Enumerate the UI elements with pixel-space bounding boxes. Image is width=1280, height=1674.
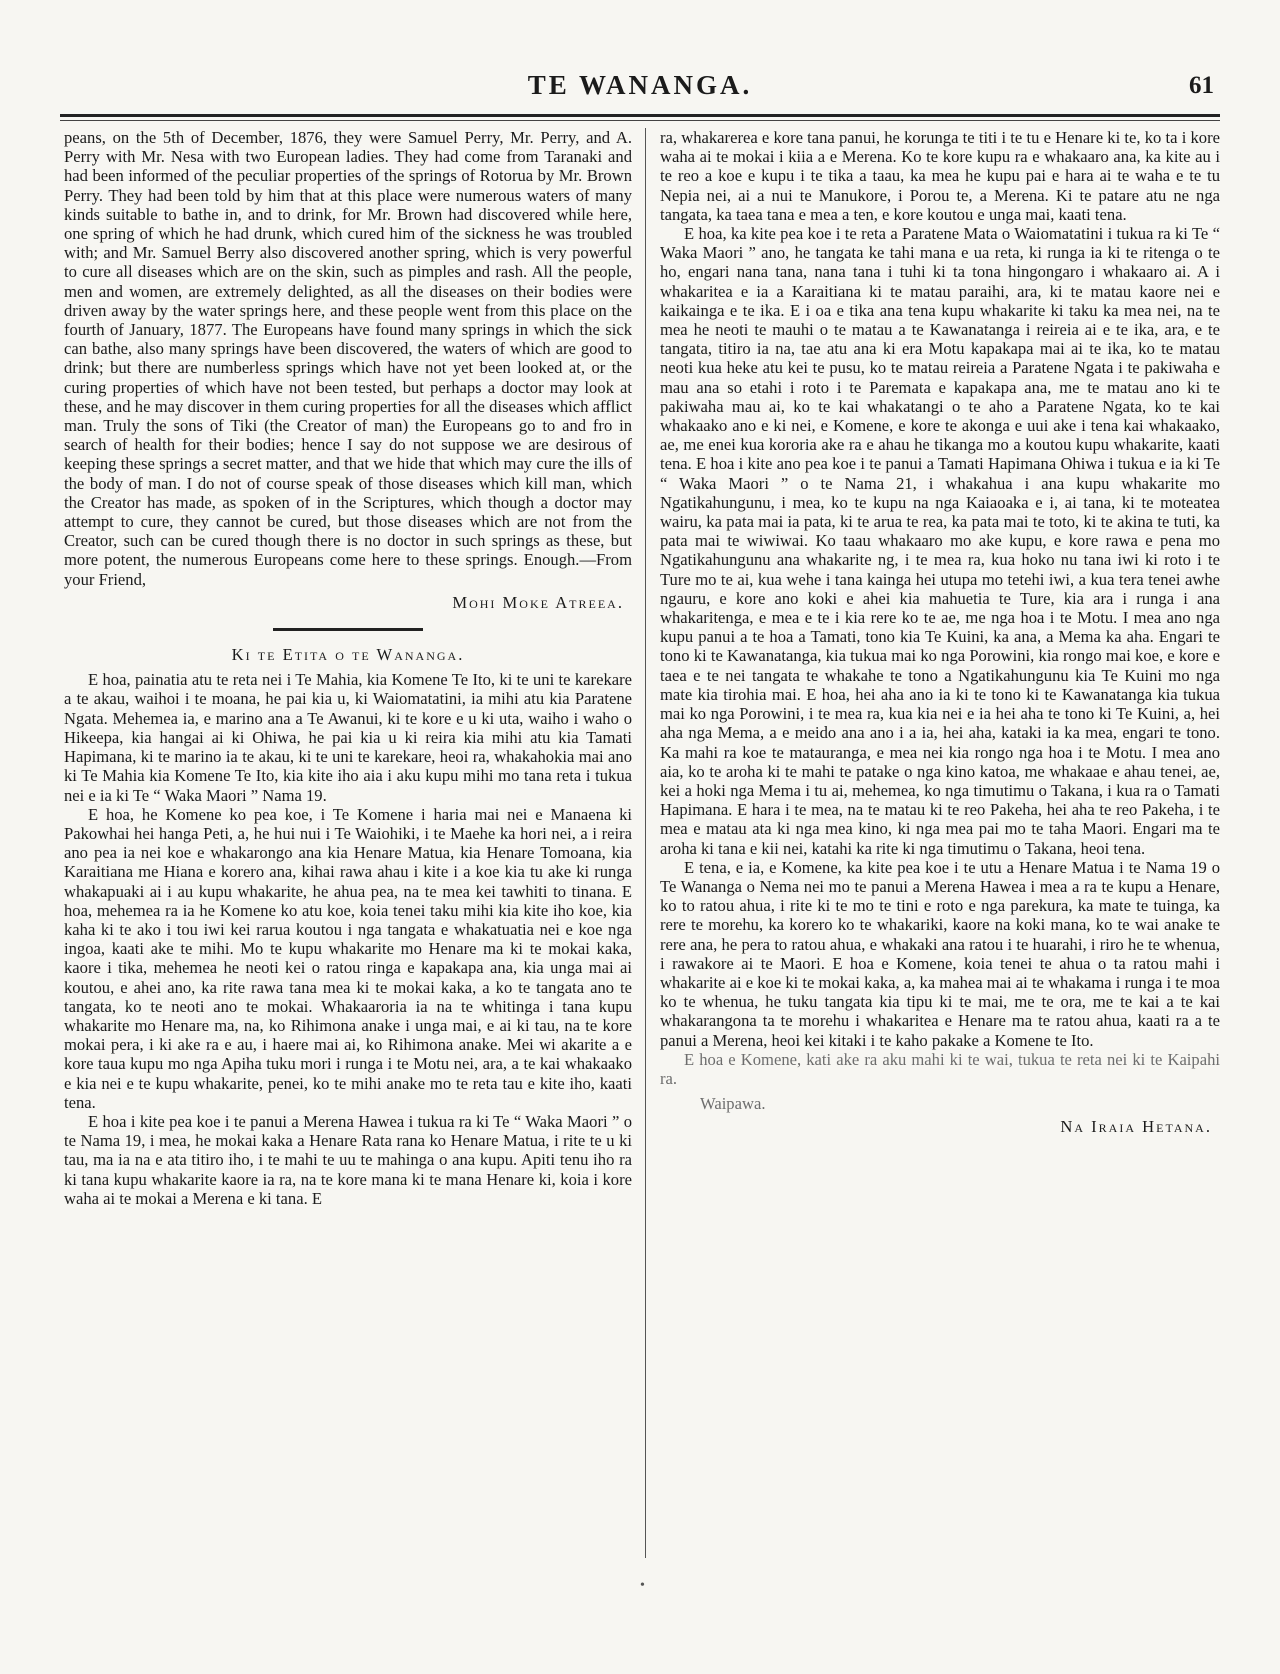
stray-mark: • [640, 1578, 645, 1593]
signature-iraia-hetana: Na Iraia Hetana. [1060, 1117, 1212, 1137]
right-column [660, 128, 1220, 1137]
newspaper-title: TE WANANGA. [527, 70, 753, 100]
signature-mohi-moke: Mohi Moke Atreea. [452, 592, 624, 612]
right-paragraph-1: ra, whakarerea e kore tana panui, he korunga te titi i te tu e Henare ki te, ko ta i kore waha ai te mokai i kiia a e Merena. Ko te kore kupu ra e whakaaro ana, ka kite au i te reo a koe e kupu i te tika a taau, ka mea he kupu pai e hara ai te waha e te tu Nepia nei, ai a nui te Manukore, i Porou te, a Merena. Ki te patare atu ne nga tangata, ka taea tana e mea a ten, e kore koutou e unga mai, kaati tena. [660, 128, 1220, 224]
column-divider [645, 128, 646, 1558]
letter-paragraph-3: E hoa i kite pea koe i te panui a Merena Hawea i tukua ra ki Te “ Waka Maori ” o te Nama 19, i mea, he mokai kaka a Henare Rata rana ko Henare Matua, i rite te u ki tau, ma ia na e ata titiro iho, i te mahi te uu te mahinga o ana kupu. Apiti tenu iho ra ki tana kupu whakarite kaore ia ra, na te kore mana ki te mana Henare ki, koia i kore waha ai te mokai a Merena e ki tana. E [64, 1111, 632, 1208]
section-divider-rule [273, 628, 423, 631]
right-paragraph-3: E tena, e ia, e Komene, ka kite pea koe i te utu a Henare Matua i te Nama 19 o Te Wananga o Nema nei mo te panui a Merena Hawea i mea a ra te kupu a Henare, ko to ratou ahua, i rite ki te mo te tini e roto e nga parekura, ka mate te tuinga, ka rere te morehu, ka korero ko te whakariki, kaore na koki mana, ko te wai anake te rere ana, he pera to ratou ahua, e whakaki ana ratou i te huarahi, i riro he te whenua, i rawakore ai te Maori. E hoa e Komene, koia tenei te ahua o ta ratou mahi i whakarite ai e koe ki te mokai kaka, a, ka mahea mai ai te whakama i runga i te moa ko te whenua, he tuku tangata kia tipu ki te mai, me te ora, me te kai a te kai whakarangona ta te morehu i whakaritea e Henare ma te ratou ahua, kaati ra a te panui a Merena, heoi kei kitaki i te kaho pakake a Komene te Ito. [660, 857, 1220, 1050]
page-number: 61 [1189, 72, 1214, 99]
letter-paragraph-english: peans, on the 5th of December, 1876, they were Samuel Perry, Mr. Perry, and A. Perry with Mr. Nesa with two European ladies. They had come from Taranaki and had been informed of the peculiar properties of the springs of Rotorua by Mr. Brown Perry. They had been told by him that at this place were numerous waters of many kinds suitable to bathe in, and to drink, for Mr. Brown had discovered while here, one spring of which he had drunk, which cured him of the sickness he was troubled with; and Mr. Samuel Berry also discovered another spring, which is very powerful to cure all diseases which are on the skin, such as pimples and rash. All the people, men and women, are extremely delighted, as all the diseases on their bodies were driven away by the water springs here, and these people went from this place on the fourth of January, 1877. The Europeans have found many springs in which the sick can bathe, also many springs have been discovered, the waters of which are good to drink; but there are numberless springs which have not yet been looked at, or the curing properties of which have not been tested, but perhaps a doctor may look at these, and he may discover in them curing properties for all the diseases which afflict man. Truly the sons of Tiki (the Creator of man) the Europeans go to and fro in search of health for their bodies; hence I say do not suppose we are desirous of keeping these springs a secret matter, and that we hide that which may cure the ills of the body of man. I do not of course speak of those diseases which kill man, which the Creator has made, as spoken of in the Scriptures, which though a doctor may attempt to cure, they cannot be cured, but those diseases which are not from the Creator, such can be cured though there is no doctor in such springs as these, but more potent, the numerous Europeans come here to these springs. Enough.—From your Friend, [64, 128, 632, 589]
header-rule-thin [60, 120, 1220, 121]
masthead [60, 70, 1220, 110]
letter-paragraph-2: E hoa, he Komene ko pea koe, i Te Komene i haria mai nei e Manaena ki Pakowhai hei hanga Peti, a, he hui nui i Te Waiohiki, i te Maehe ka hori nei, a i reira ano pea ia nei koe e whakarongo ana kia Henare Matua, kia Henare Tomoana, kia Karaitiana me Hiana e korero ana, kihai rawa ahau i kite i a koe kia tu ake ki runga whakapuaki ai i au kupu whakarite, he ahua pea, na te mea kei tawhiti to tinana. E hoa, mehemea ra ia he Komene ko atu koe, koia tenei taku mihi kia kite iho koe, kia kaha ki te ako i tou iwi kei rarua koutou i nga tangata e whakatuatia nei e koe nga ingoa, kaati ake te mihi. Mo te kupu whakarite mo Henare ma ki te mokai kaka, kaore i tika, mehemea he neoti kei o ratou ringa e kapakapa ana, kia unga mai ai koutou, e ahei ano, ka rite rawa tana mea ki te mokai kaka, a ko te tangata ano te tangata, ko te neoti ano te mokai. Whakaaroria ia na te whitinga i tana kupu whakarite mo Henare ma, na, ko Rihimona anake i unga mai, e ai ki tau, na te kore mokai pera, i ki ake ra e au, i haere mai ai, ko Rihimona anake. Mei wi akarite a e kore taua kupu mo nga Apiha tuku mori i runga i te Motu nei, ara, a te kai whakaako e kia nei e te kupu whakarite, penei, ko te mihi anake mo te reta tau e kite iho, kaati tena. [64, 804, 632, 1112]
left-column [64, 128, 632, 1208]
right-paragraph-closing: E hoa e Komene, kati ake ra aku mahi ki te wai, tukua te reta nei ki te Kaipahi ra. [660, 1049, 1220, 1088]
section-heading: Ki te Etita o te Wananga. [231, 645, 465, 665]
place-line: Waipawa. [700, 1094, 766, 1114]
header-rule [60, 114, 1220, 117]
right-paragraph-2: E hoa, ka kite pea koe i te reta a Paratene Mata o Waiomatatini i tukua ra ki Te “ Waka Maori ” ano, he tangata ke tahi mana e ua reta, ki runga ia ki te ritenga o te ho, engari nana tana, nana tana i tuhi ki ta tona hingongaro i whakaaro ai. A i whakaritea e ia a Karaitiana ki te matau paraihi, ara, ki te matau kaore nei e kaikainga e te ika. E i oa e tika ana tena kupu whakarite ki taku ka mea nei, na te mea he neoti te mauhi o te matau a te Kawanatanga i reireia ai e te ika, ara, e te tangata, titiro ia na, tae atu ana ki era Motu kapakapa mai ai te ika, ko te matau neoti kua heke atu kei te pusu, ko te matau reireia a Paratene Ngata i te pakiwaha e mau ana so etahi i roto i te Paremata e kapakapa ana, me te matau ano ki te pakiwaha mau ai, ko te kai whakatangi o te aho a Paratene Ngata, ko te kai whakaako ano e ki nei, e Komene, e kore te akonga e uui ake i tena kai whakaako, ae, me enei kua kororia ake ra e ahau he tikanga mo a koutou kupu whakarite, kaati tena. E hoa i kite ano pea koe i te panui a Tamati Hapimana Ohiwa i tukua e ia ki Te “ Waka Maori ” o te Nama 21, i whakahua i ana kupu whakarite mo Ngatikahungunu, i mea, ko te kupu na nga Kaiaoaka e i, ai tana, ki te moteatea wairu, ka pata mai ia pata, ki te arua te rea, ka pata mai te toto, ki te akina te tuti, ka pata mai te wiwiwai. Ko taau whakaaro mo ake kupu, e kore rawa e pena mo Ngatikahungunu ana whakarite ng, i te mea ra, kua hoko nu tana iwi ki roto i te Ture mo te ai, kua wehe i tana kainga hei utupa mo tetehi iwi, a kua tera tenei awhe ngauru, e kore ano koki e ahei kia mahuetia te Ture, kia ara i runga i ana whakaritenga, e mea e te i kia rere ko te ae, me nga hoa i te Motu. I mea ano nga kupu panui a te hoa a Tamati, tono kia Te Kuini, ka ana, a Mema ka aha. Engari te tono ki te Kawanatanga, kia tukua mai ko nga Porowini, kia rongo mai koe, e kore e taea e te nei tangata te whakahe te tono a Ngatikahungunu kia Te Kuini mo nga mate kia tirohia mai. E hoa, hei aha ano ia ki te tono ki te Kawanatanga kia tukua mai ko nga Porowini, i te mea ra, kua kia nei e ia hei aha te tono ki Te Kuini, a, hei aha nga Mema, a e meido ana ano i a ia, hei aha, kataki ia ka mea, engari te tono. Ka mahi ra koe te mataurangа, e mea nei kia rongo nga hoa i te Motu. I mea ano aia, ko te aroha ki te mahi te patake o nga kino katoa, me whakaae e ahau tenei, ae, kei a hoki nga Mema i tu ai, mehemea, ko nga timutimu o Takana, i kua ra o Tamati Hapimana. E hara i te mea, na te matau ki te reo Pakeha, hei aha te reo Pakeha, i te mea e matau ata ki nga mea kino, ki nga mea pai mo te taha Maori. Engari ma te aroha ki tana e kii nei, katahi ka rite ki nga timutimu o Takana, heoi tena. [660, 224, 1220, 858]
letter-paragraph-1: E hoa, painatia atu te reta nei i Te Mahia, kia Komene Te Ito, ki te uni te karekare a te akau, waihoi i te moana, he pai kia u, ki Waiomatatini, ia mihi atu kia Paratene Ngata. Mehemea ia, e marino ana a Te Awanui, ki te kore e u ki uta, waiho i waho o Hikeepa, kia hangai ai ki Ohiwa, he pai kia u ki reira kia mihi atu kia Tamati Hapimana, ki te marino ia te akau, ki te uni te karekare, heoi ra, whakahokia mai ano ki Te Mahia kia Komene Te Ito, kia kite iho aia i aku kupu mihi mo tana reta i tukua nei e ia ki Te “ Waka Maori ” Nama 19. [64, 670, 632, 805]
